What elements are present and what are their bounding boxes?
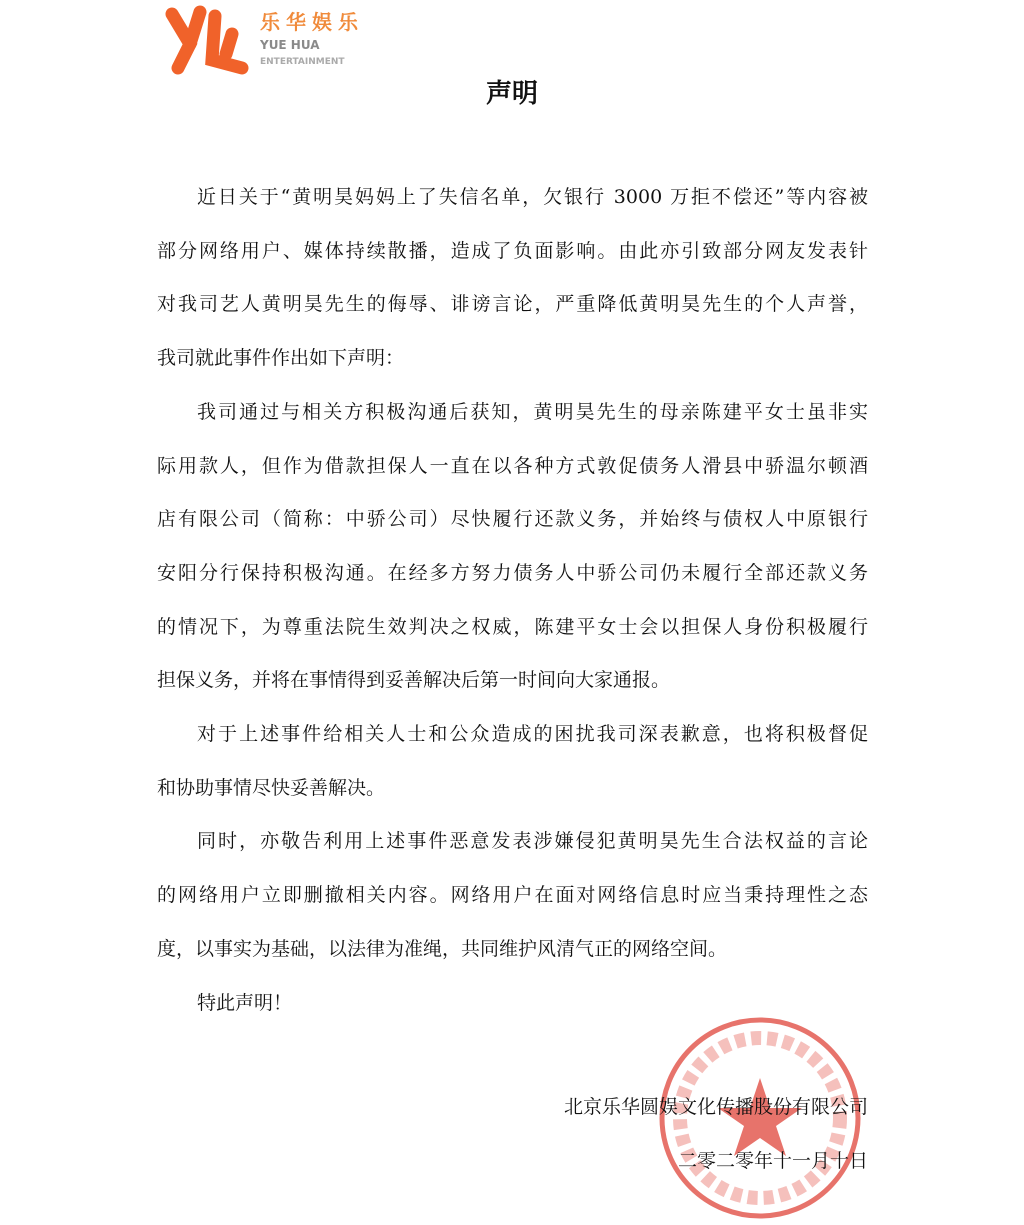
paragraph-line: 近日关于“黄明昊妈妈上了失信名单，欠银行 3000 万拒不偿还”等内容被 (197, 186, 868, 208)
paragraph-line: 对我司艺人黄明昊先生的侮辱、诽谤言论，严重降低黄明昊先生的个人声誉， (157, 293, 868, 316)
logo-chinese-text: 乐华娱乐 (260, 10, 364, 34)
paragraph-line: 特此声明！ (197, 991, 293, 1014)
paragraph-line: 我司就此事件作出如下声明： (157, 347, 405, 370)
paragraph-line: 担保义务，并将在事情得到妥善解决后第一时间向大家通报。 (157, 669, 671, 692)
company-logo (160, 4, 380, 76)
document-title: 声明 (485, 79, 538, 109)
signature-date: 二零二零年十一月十日 (677, 1150, 868, 1172)
paragraph-line: 和协助事情尽快妥善解决。 (157, 776, 386, 799)
paragraph-line: 我司通过与相关方积极沟通后获知，黄明昊先生的母亲陈建平女士虽非实 (197, 400, 868, 423)
logo-english-subtext: ENTERTAINMENT (260, 57, 345, 67)
paragraph-line: 对于上述事件给相关人士和公众造成的困扰我司深表歉意，也将积极督促 (197, 723, 868, 745)
paragraph-line: 同时，亦敬告利用上述事件恶意发表涉嫌侵犯黄明昊先生合法权益的言论 (197, 830, 868, 853)
paragraph-line: 际用款人，但作为借款担保人一直在以各种方式敦促债务人滑县中骄温尔顿酒 (157, 454, 868, 477)
signature-company: 北京乐华圆娱文化传播股份有限公司 (563, 1096, 868, 1118)
logo-english-text: YUE HUA (260, 38, 320, 52)
paragraph-line: 的情况下，为尊重法院生效判决之权威，陈建平女士会以担保人身份积极履行 (157, 615, 868, 638)
paragraph-line: 度，以事实为基础，以法律为准绳，共同维护风清气正的网络空间。 (157, 937, 728, 960)
yuehua-logo-mark-icon (160, 4, 260, 76)
paragraph-line: 的网络用户立即删撤相关内容。网络用户在面对网络信息时应当秉持理性之态 (157, 884, 868, 907)
paragraph-line: 店有限公司（简称：中骄公司）尽快履行还款义务，并始终与债权人中原银行 (157, 508, 868, 531)
paragraph-line: 安阳分行保持积极沟通。在经多方努力债务人中骄公司仍未履行全部还款义务 (157, 561, 868, 584)
paragraph-line: 部分网络用户、媒体持续散播，造成了负面影响。由此亦引致部分网友发表针 (157, 239, 868, 262)
